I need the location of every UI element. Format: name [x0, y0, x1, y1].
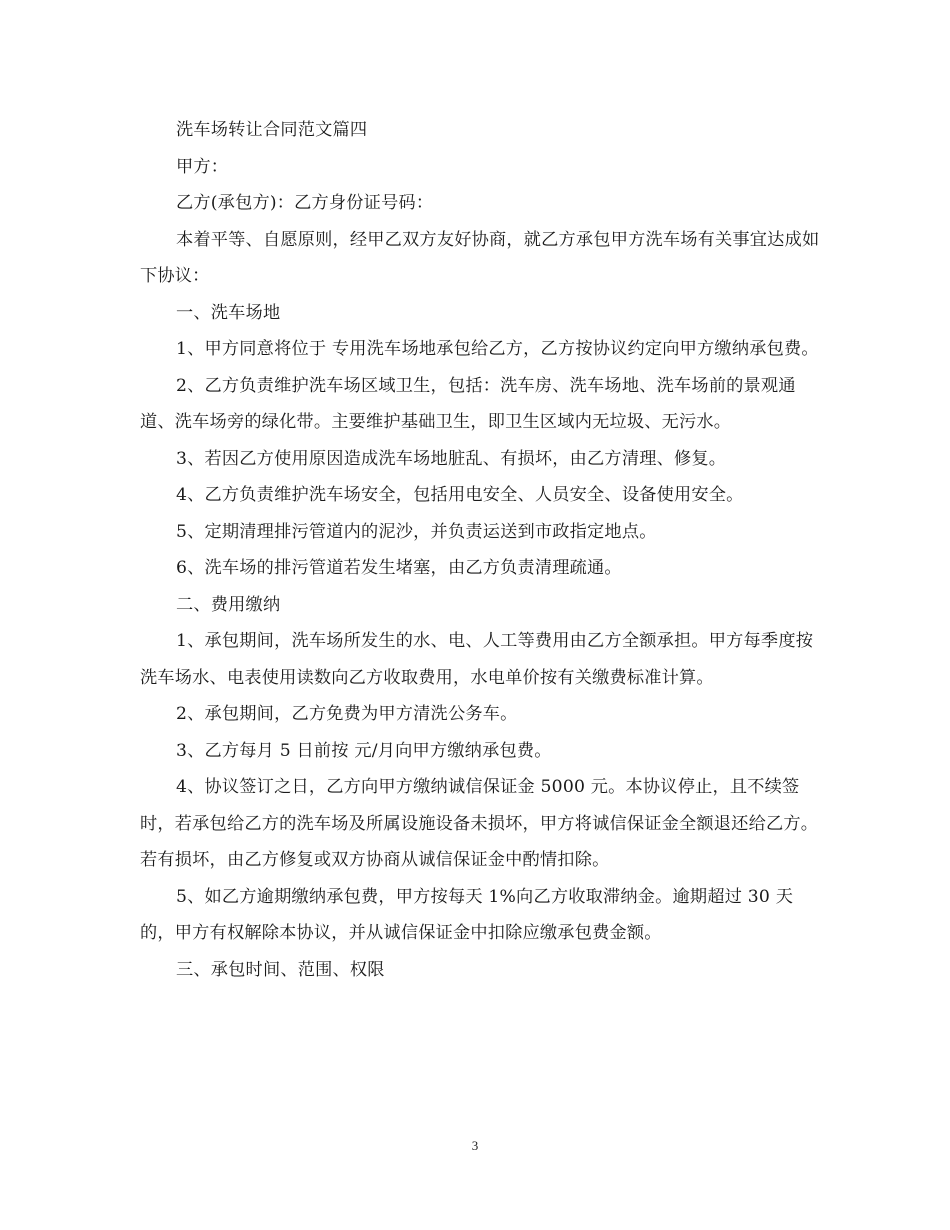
preamble-paragraph: 本着平等、自愿原则，经甲乙双方友好协商，就乙方承包甲方洗车场有关事宜达成如下协议： — [140, 229, 820, 286]
document-title: 洗车场转让合同范文篇四 — [176, 120, 368, 140]
clause-1-5: 5、定期清理排污管道内的泥沙，并负责运送到市政指定地点。 — [176, 521, 657, 542]
section-heading-1: 一、洗车场地 — [176, 302, 281, 323]
clause-1-1: 1、甲方同意将位于 专用洗车场地承包给乙方，乙方按协议约定向甲方缴纳承包费。 — [176, 339, 819, 359]
section-heading-3: 三、承包时间、范围、权限 — [176, 959, 385, 980]
document-body — [140, 112, 820, 988]
clause-2-2: 2、承包期间，乙方免费为甲方清洗公务车。 — [176, 704, 518, 724]
clause-1-3: 3、若因乙方使用原因造成洗车场地脏乱、有损坏，由乙方清理、修复。 — [176, 448, 727, 469]
clause-2-1: 1、承包期间，洗车场所发生的水、电、人工等费用由乙方全额承担。甲方每季度按洗车场水、电表使用读数向乙方收取费用，水电单价按有关缴费标准计算。 — [140, 631, 814, 688]
section-heading-2: 二、费用缴纳 — [176, 594, 281, 615]
clause-2-4: 4、协议签订之日，乙方向甲方缴纳诚信保证金 5000 元。本协议停止，且不续签时，若承包给乙方的洗车场及所属设施设备未损坏，甲方将诚信保证金全额退还给乙方。若有损坏，由乙方修复或双方协商从诚信保证金中酌情扣除。 — [140, 777, 819, 870]
clause-2-5: 5、如乙方逾期缴纳承包费，甲方按每天 1%向乙方收取滞纳金。逾期超过 30 天的，甲方有权解除本协议，并从诚信保证金中扣除应缴承包费金额。 — [140, 886, 794, 943]
party-a-line: 甲方： — [176, 156, 229, 177]
clause-2-3: 3、乙方每月 5 日前按 元/月向甲方缴纳承包费。 — [176, 740, 552, 761]
party-b-line: 乙方(承包方)：乙方身份证号码： — [176, 193, 434, 213]
clause-1-2: 2、乙方负责维护洗车场区域卫生，包括：洗车房、洗车场地、洗车场前的景观通道、洗车场旁的绿化带。主要维护基础卫生，即卫生区域内无垃圾、无污水。 — [140, 375, 796, 432]
clause-1-4: 4、乙方负责维护洗车场安全，包括用电安全、人员安全、设备使用安全。 — [176, 485, 744, 505]
clause-1-6: 6、洗车场的排污管道若发生堵塞，由乙方负责清理疏通。 — [176, 558, 622, 578]
page-number: 3 — [471, 1138, 479, 1153]
